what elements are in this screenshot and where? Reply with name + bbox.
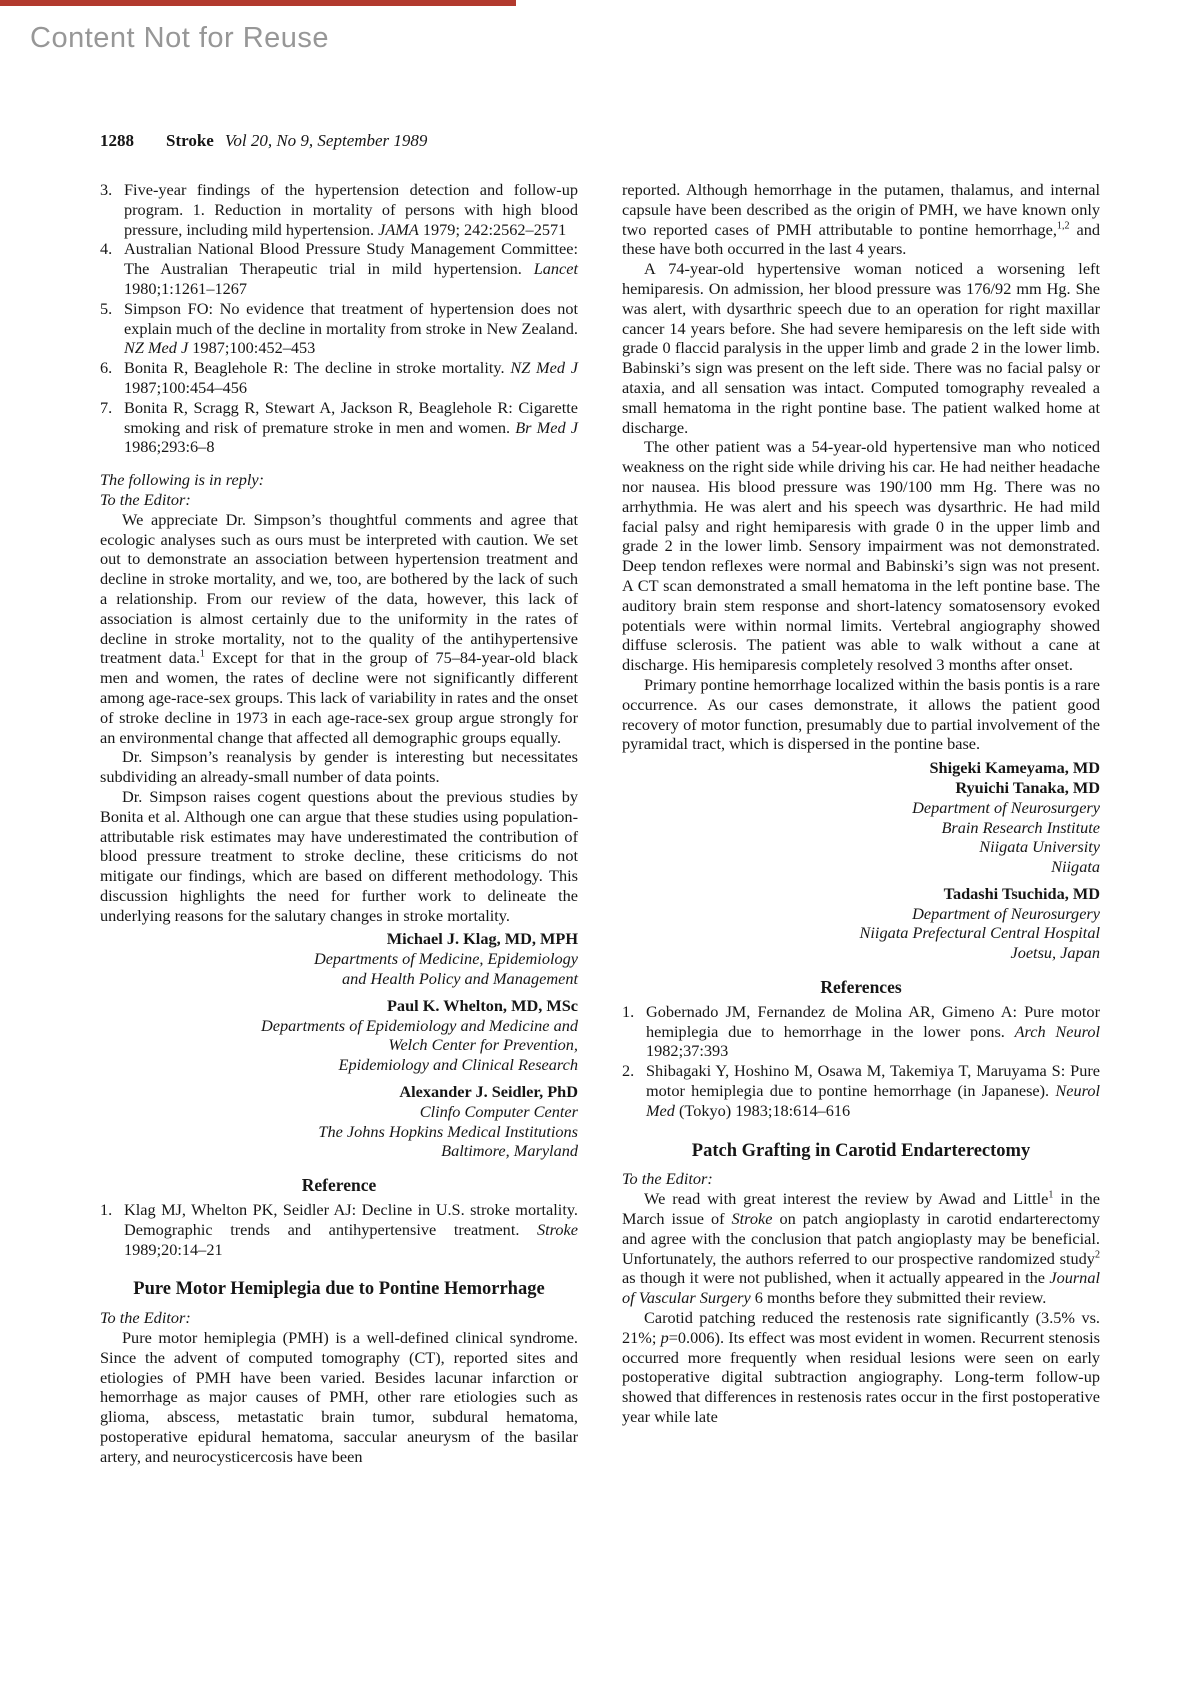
reference-text: Bonita R, Beaglehole R: The decline in stroke mortality. NZ Med J 1987;100:454–456: [124, 358, 578, 397]
signature-line: Michael J. Klag, MD, MPH: [386, 929, 578, 949]
reference-number: 3.: [100, 180, 113, 199]
to-the-editor: To the Editor:: [100, 489, 191, 509]
reference-text: Bonita R, Scragg R, Stewart A, Jackson R, Beaglehole R: Cigarette smoking and risk of premature stroke in men and women. Br Med J 1986;293:6–8: [124, 397, 579, 457]
right-column: [622, 180, 1100, 1427]
reference-item: [622, 1002, 1100, 1061]
reference-text: Five-year findings of the hypertension detection and follow-up program. 1. Reduction in mortality of persons with high blood pressure, including mild hypertension. JAMA 1979; 242:2562–2571: [124, 180, 578, 239]
signature-line: The Johns Hopkins Medical Institutions: [318, 1121, 578, 1141]
signature-line: Tadashi Tsuchida, MD: [943, 883, 1100, 903]
signature-line: Epidemiology and Clinical Research: [338, 1055, 578, 1075]
watermark-text: Content Not for Reuse: [30, 22, 330, 54]
left-column: [100, 180, 578, 1467]
signature-line: Niigata University: [979, 837, 1100, 857]
signature-line: Joetsu, Japan: [1010, 943, 1100, 963]
references-heading: References: [820, 977, 902, 998]
reference-item: [100, 299, 578, 358]
signature-line: Ryuichi Tanaka, MD: [955, 777, 1100, 797]
body-paragraph: The other patient was a 54-year-old hypertensive man who noticed weakness on the right side while driving his car. He had neither headache nor nausea. His blood pressure was 190/100 mm Hg. There was no arrhythmia. He was alert and his speech was dysarthric. He had mild facial palsy and right hemiparesis with grade 0 in the upper limb and grade 2 in the lower limb. Sensory impairment was not demonstrated. Deep tendon reflexes were normal and Babinski’s sign was not present. A CT scan demonstrated a small hematoma in the left pontine base. The auditory brain stem response and short-latency somatosensory evoked potentials were within normal limits. Vertebral angiography showed diffuse sclerosis. The patient was able to walk without a cane at discharge. His hemiparesis completely resolved 3 months after onset.: [622, 437, 1100, 675]
signature-line: Niigata Prefectural Central Hospital: [859, 923, 1100, 943]
to-the-editor: To the Editor:: [100, 1308, 191, 1328]
signature-line: Clinfo Computer Center: [419, 1101, 578, 1121]
body-paragraph: We read with great interest the review by Awad and Little$^1$ in the March issue of Stroke on patch angioplasty in carotid endarterectomy and agree with the conclusion that patch angioplasty may be beneficial. Unfortunately, the authors referred to our prospective randomized study$^2$ as though it were not published, when it actually appeared in the Journal of Vascular Surgery 6 months before they submitted their review.: [622, 1189, 1101, 1308]
body-paragraph: We appreciate Dr. Simpson’s thoughtful comments and agree that ecologic analyses such as ours must be interpreted with caution. We set out to demonstrate an association between hypertension treatment and decline in stroke mortality, and we, too, are bothered by the lack of such a relationship. From our review of the data, however, this lack of association is almost certainly due to the uniformity in the rates of decline in stroke mortality, not to the quality of the antihypertensive treatment data.$^1$ Except for that in the group of 75–84-year-old black men and women, the rates of decline were not significantly different among age-race-sex groups. This lack of variability in rates and the onset of stroke decline in 1973 in each age-race-sex group argue strongly for an environmental change that affected all demographic groups equally.: [100, 509, 579, 747]
reference-number: 4.: [100, 239, 113, 259]
reference-item: [100, 358, 578, 398]
reference-text: Klag MJ, Whelton PK, Seidler AJ: Decline in U.S. stroke mortality. Demographic trends and antihypertensive treatment. Stroke 1989;20:14–21: [124, 1200, 578, 1259]
signature-line: Alexander J. Seidler, PhD: [399, 1082, 578, 1102]
signature-line: Brain Research Institute: [941, 817, 1100, 837]
signature-line: Shigeki Kameyama, MD: [929, 758, 1100, 778]
signature-line: and Health Policy and Management: [341, 969, 578, 989]
body-paragraph: Primary pontine hemorrhage localized within the basis pontis is a rare occurrence. As our cases demonstrate, it allows the patient good recovery of motor function, presumably due to partial involvement of the pyramidal tract, which is dispersed in the pontine base.: [622, 674, 1100, 754]
reference-heading: Reference: [301, 1175, 377, 1196]
reference-item: [100, 398, 578, 457]
to-the-editor: To the Editor:: [622, 1169, 713, 1189]
signature-line: Baltimore, Maryland: [441, 1141, 578, 1161]
signature-block: [100, 929, 578, 1161]
page-header: [100, 131, 427, 151]
signature-line: Paul K. Whelton, MD, MSc: [386, 995, 578, 1015]
body-paragraph-continuation: reported. Although hemorrhage in the putamen, thalamus, and internal capsule have been described as the origin of PMH, we have known only two reported cases of PMH attributable to pontine hemorrhage,$^{1,2}$ and these have both occurred in the last 4 years.: [622, 180, 1101, 259]
reference-number: 1.: [622, 1001, 635, 1021]
reference-text: Shibagaki Y, Hoshino M, Osawa M, Takemiya T, Maruyama S: Pure motor hemiplegia due to pontine hemorrhage (in Japanese). Neurol Med (Tokyo) 1983;18:614–616: [646, 1061, 1100, 1120]
signature-line: Department of Neurosurgery: [912, 903, 1100, 923]
signature-line: Department of Neurosurgery: [912, 797, 1100, 817]
reference-item: [100, 1200, 578, 1259]
signature-line: Departments of Medicine, Epidemiology: [313, 949, 578, 969]
body-paragraph: A 74-year-old hypertensive woman noticed a worsening left hemiparesis. On admission, her blood pressure was 176/92 mm Hg. She was alert, with dysarthric speech due to an operation for right maxillar cancer 14 years before. She had severe hemiparesis on the left side with grade 0 flaccid paralysis in the upper limb and grade 2 in the lower limb. Babinski’s sign was present on the left side. There was no facial palsy or ataxia, and all sensation was intact. Computed tomography revealed a small hematoma in the right pontine base. The patient walked home at discharge.: [622, 259, 1100, 437]
reference-number: 1.: [100, 1200, 113, 1220]
journal-title: Stroke: [166, 131, 214, 150]
reference-number: 7.: [100, 397, 113, 417]
body-paragraph: Pure motor hemiplegia (PMH) is a well-defined clinical syndrome. Since the advent of computed tomography (CT), reported sites and etiologies of PMH have been varied. Besides lacunar infarction or hemorrhage as major causes of PMH, other rare etiologies such as glioma, abscess, metastatic brain tumor, subdural hematoma, postoperative epidural hematoma, saccular aneurysm of the basilar artery, and neurocysticercosis have been: [100, 1328, 578, 1466]
reference-item: [622, 1061, 1100, 1120]
reply-intro: The following is in reply:: [100, 470, 265, 490]
issue-info: Vol 20, No 9, September 1989: [224, 131, 428, 150]
reference-number: 5.: [100, 298, 113, 318]
signature-line: Niigata: [1051, 857, 1100, 877]
reference-item: [100, 239, 578, 298]
signature-line: Departments of Epidemiology and Medicine and: [261, 1015, 578, 1035]
body-paragraph: Carotid patching reduced the restenosis rate significantly (3.5% vs. 21%; p=0.006). Its effect was most evident in women. Recurrent stenosis occurred more frequently when residual lesions were seen on early postoperative digital subtraction angiography. Long-term follow-up showed that differences in restenosis rates occur in the first postoperative year while late: [622, 1308, 1101, 1427]
page-number: 1288: [100, 131, 134, 150]
section-heading: Patch Grafting in Carotid Endarterectomy: [691, 1140, 1031, 1161]
reference-text: Australian National Blood Pressure Study Management Committee: The Australian Therapeutic trial in mild hypertension. Lancet 1980;1:1261–1267: [124, 239, 578, 298]
reference-number: 2.: [622, 1061, 635, 1081]
reference-text: Simpson FO: No evidence that treatment of hypertension does not explain much of the decline in mortality from stroke in New Zealand. NZ Med J 1987;100:452–453: [124, 298, 578, 358]
signature-block: [622, 758, 1100, 963]
reference-item: [100, 180, 578, 239]
reference-number: 6.: [100, 358, 113, 378]
reference-text: Gobernado JM, Fernandez de Molina AR, Gimeno A: Pure motor hemiplegia due to hemorrhage in the lower pons. Arch Neurol 1982;37:393: [646, 1001, 1100, 1061]
signature-line: Welch Center for Prevention,: [388, 1035, 578, 1055]
body-paragraph: Dr. Simpson’s reanalysis by gender is interesting but necessitates subdividing an already-small number of data points.: [100, 747, 578, 787]
scan-edge-mark: [0, 0, 516, 6]
body-paragraph: Dr. Simpson raises cogent questions about the previous studies by Bonita et al. Although one can argue that these studies using population-attributable risk estimates may have underestimated the contribution of blood pressure treatment to stroke decline, these criticisms do not mitigate our findings, which are based on different methodology. This discussion highlights the need for further work to delineate the underlying reasons for the salutary changes in stroke mortality.: [100, 786, 578, 925]
section-heading: Pure Motor Hemiplegia due to Pontine Hemorrhage: [133, 1279, 545, 1300]
